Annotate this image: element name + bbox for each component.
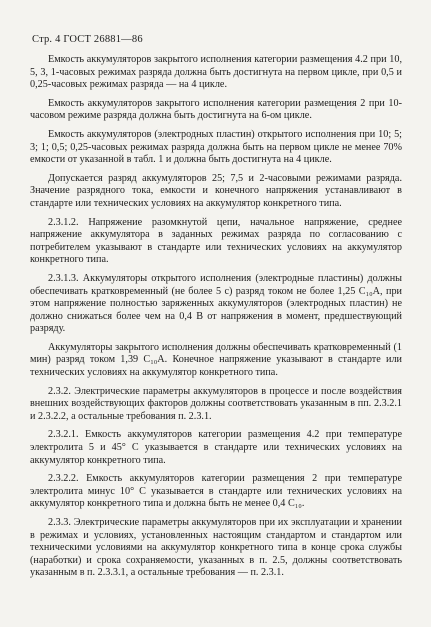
document-body [30, 54, 402, 580]
paragraph: Емкость аккумуляторов (электродных пластин) открытого исполнения при 10; 5; 3; 1; 0,5; 0,25-часовых режимах разряда должна быть на первом цикле не менее 70% емкости от указанной в табл. 1 и должна быть достигнута на 4 цикле. [30, 128, 402, 166]
paragraph: Допускается разряд аккумуляторов 25; 7,5 и 2-часовыми режимами разряда. Значение разрядного тока, емкости и конечного напряжения устанавливают в стандарте или технических условиях на аккумулятор конкретного типа. [30, 172, 402, 209]
paragraph: Емкость аккумуляторов закрытого исполнения категории размещения 4.2 при 10, 5, 3, 1-часовых режимах разряда должна быть достигнута на первом цикле, при 0,5 и 0,25-часовых режимах разряда — на 4 цикле. [30, 54, 402, 91]
paragraph: 2.3.2.2. Емкость аккумуляторов категории размещения 2 при температуре электролита минус 10° С указывается в стандарте или технических условиях на аккумулятор конкретного типа и должна быть не менее 0,4 C₁₀. [30, 473, 402, 510]
paragraph: Емкость аккумуляторов закрытого исполнения категории размещения 2 при 10-часовом режиме разряда должна быть достигнута на 6-ом цикле. [30, 97, 402, 122]
paragraph: 2.3.2. Электрические параметры аккумуляторов в процессе и после воздействия внешних воздействующих факторов должны соответствовать указанным в пп. 2.3.2.1 и 2.3.2.2, а остальные требования п. 2.3.1. [30, 385, 402, 422]
paragraph: 2.3.1.3. Аккумуляторы открытого исполнения (электродные пластины) должны обеспечивать кратковременный (не более 5 с) разряд током не более 1,25 C₁₀A, при этом напряжение полностью заряженных аккумуляторов (электродных пластин) не должно снижаться более чем на 0,4 В от напряжения в момент, предшествующий разряду. [30, 272, 402, 335]
paragraph: Аккумуляторы закрытого исполнения должны обеспечивать кратковременный (1 мин) разряд током 1,39 C₁₀A. Конечное напряжение указывают в стандарте или технических условиях на аккумулятор конкретного типа. [30, 341, 402, 379]
paragraph: 2.3.3. Электрические параметры аккумуляторов при их эксплуатации и хранении в режимах и условиях, установленных настоящим стандартом и стандартом или техническими условиями на аккумулятор конкретного типа в конце срока службы (наработки) и срока сохраняемости, указанных в п. 2.5, должны соответствовать указанным в п. 2.3.3.1, а остальные требования — п. 2.3.1. [30, 517, 402, 579]
page-header: Стр. 4 ГОСТ 26881—86 [32, 34, 143, 45]
paragraph: 2.3.2.1. Емкость аккумуляторов категории размещения 4.2 при температуре электролита 5 и 45° С указывается в стандарте или технических условиях на аккумулятор конкретного типа. [30, 429, 402, 466]
paragraph: 2.3.1.2. Напряжение разомкнутой цепи, начальное напряжение, среднее напряжение аккумулятора в заданных режимах разряда по согласованию с потребителем указывают в стандарте или технических условиях на аккумулятор конкретного типа. [30, 216, 402, 266]
